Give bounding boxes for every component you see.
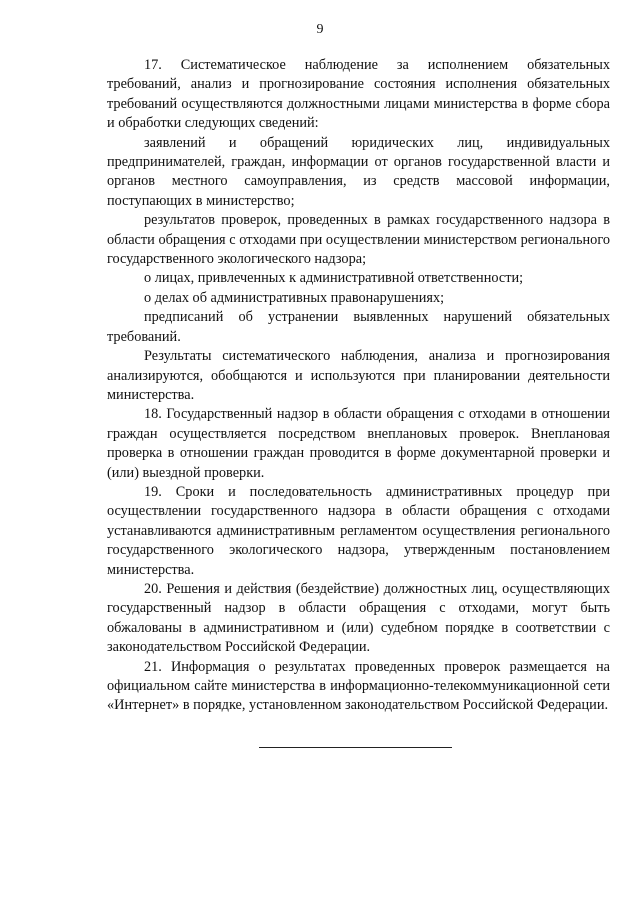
paragraph-inspection-results: результатов проверок, проведенных в рамках государственного надзора в области обращения с отходами при осуществлении министерством регионального государственного экологического надзора; (107, 212, 610, 268)
paragraph-20: 20. Решения и действия (бездействие) должностных лиц, осуществляющих государственный надзор в области обращения с отходами, могут быть обжалованы в административном и (или) судебном порядке в соответствии с законодательством Российской Федерации. (107, 580, 610, 656)
closing-divider (259, 747, 452, 748)
paragraph-liable-persons: о лицах, привлеченных к административной ответственности; (144, 270, 524, 287)
paragraph-21: 21. Информация о результатах проведенных проверок размещается на официальном сайте министерства в информационно-телекоммуникационной сети «Интернет» в порядке, установленном законодательством Российской Федерации. (107, 658, 610, 714)
paragraph-17: 17. Систематическое наблюдение за исполнением обязательных требований, анализ и прогнозирование состояния исполнения обязательных требований осуществляются должностными лицами министерства в форме сбора и обработки следующих сведений: (107, 57, 610, 132)
paragraph-orders: предписаний об устранении выявленных нарушений обязательных требований. (107, 309, 610, 345)
paragraph-offence-cases: о делах об административных правонарушениях; (144, 289, 445, 306)
paragraph-applications: заявлений и обращений юридических лиц, индивидуальных предпринимателей, граждан, информации от органов государственной власти и органов местного самоуправления, из средств массовой информации, поступающих в министерство; (107, 134, 610, 209)
paragraph-18: 18. Государственный надзор в области обращения с отходами в отношении граждан осуществляется посредством внеплановых проверок. Внеплановая проверка в отношении граждан проводится в форме документарной проверки и (или) выездной проверки. (107, 406, 610, 481)
page-number: 9 (316, 22, 324, 37)
paragraph-19: 19. Сроки и последовательность административных процедур при осуществлении государственного надзора в области обращения с отходами устанавливаются административным регламентом осуществления регионального государственного экологического надзора, утвержденным постановлением министерства. (107, 483, 610, 578)
document-body (107, 56, 610, 716)
paragraph-observation-results: Результаты систематического наблюдения, анализа и прогнозирования анализируются, обобщаются и используются при планировании деятельности министерства. (107, 348, 610, 403)
